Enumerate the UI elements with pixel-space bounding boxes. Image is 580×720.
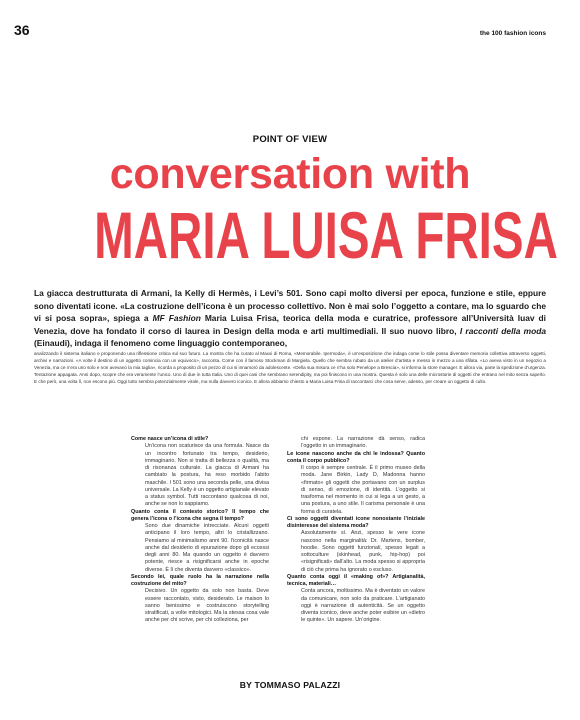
question: Quanto conta il contesto storico? Il tempo che genera l’icona o l’icona che segna il tempo? — [131, 508, 269, 522]
lead-text-1: La giacca destrutturata di Armani, la Kelly di Hermès, i Levi’s 501. Sono capi molto diversi per epoca, funzione e stile, eppure sono diventati icone. «La costruzione dell’icona è un processo collettivo. Non è mai solo l’oggetto a contare, ma lo sguardo che vi si posa sopra», spiega a — [34, 288, 546, 324]
lead-text-3: (Einaudi), indaga il fenomeno come linguaggio contemporaneo, — [34, 338, 288, 349]
question: Le icone nascono anche da chi le indossa? Quanto conta il corpo pubblico? — [287, 450, 425, 464]
answer: Un’icona non scaturisce da una formula. Nasce da un incontro fortunato tra tempo, desiderio, immaginario. Non si tratta di bellezza o qualità, ma di risonanza culturale. La giacca di Armani ha cambiato la postura, ha reso morbido l’abito maschile. I 501 sono una seconda pelle, una divisa universale. La Kelly è un oggetto artigianale elevato a status symbol. Tutti raccontano qualcosa di noi, anche se non lo sappiamo. — [145, 443, 269, 508]
answer: Sono due dinamiche intrecciate. Alcuni oggetti anticipano il loro tempo, altri lo cristallizzano. Pensiamo al minimalismo anni 90. l’iconicità nasce anche dal desiderio di epurazione dopo gli eccessi degli anni 80. Ma quando un oggetto è davvero potente, riesce a risignificarsi anche in epoche diverse. È lì che diventa davvero «classico». — [145, 523, 269, 573]
page-number: 36 — [14, 22, 30, 38]
question: Come nasce un’icona di stile? — [131, 436, 209, 442]
answer: Decisivo. Un oggetto da solo non basta. Deve essere raccontato, visto, desiderato. Le maison lo sanno benissimo e costruiscono storytelling stratificati, a volte mitologici. Ma la stessa cosa vale anche per chi scrive, per chi colleziona, per — [145, 588, 269, 624]
question: Ci sono oggetti diventati icone nonostante l’iniziale disinteresse del sistema moda? — [287, 515, 425, 529]
headline-top: conversation with — [109, 150, 471, 198]
running-title: the 100 fashion icons — [479, 30, 546, 37]
lead-paragraph — [34, 287, 546, 350]
headline-name: MARIA LUISA FRISA — [94, 198, 558, 272]
byline: BY TOMMASO PALAZZI — [239, 680, 341, 690]
answer: Conta ancora, moltissimo. Ma è diventato un valore da comunicare, non solo da praticare. L’artigianato oggi è narrazione di autenticità. Se un oggetto diventa iconico, deve anche poter esibire un «dietro le quinte». Un sapere. Un’origine. — [301, 588, 425, 624]
answer: Il corpo è sempre centrale. È il primo museo della moda. Jane Birkin, Lady D, Madonna hanno «firmato» gli oggetti che portavano con un surplus di senso, di emozione, di identità. L’oggetto si trasforma nel momento in cui si lega a un gesto, a una postura, a uno stile. Il carisma personale è una forma di curatela. — [301, 465, 425, 515]
book-title: I racconti della moda — [459, 325, 547, 336]
intro-paragraph: analizzando il sistema italiano e proponendo una riflessione critica sul suo futuro. La mostra che ha curato al Maxxi di Roma, «Memorabile. Ipermoda», è un’esposizione che indaga come lo stile possa diventare memoria collettiva attraverso oggetti, archivi e narrazioni. «A volte il destino di un oggetto comincia con un equivoco», racconta. Come con il famoso Stockman di Margiela. Quello che sembra rubato da un atelier d’artista e messo in mezzo a una sfilata. «Lo aveva visto in un negozio a Venezia, ma ce n’era uno solo e non avevano la mia taglia», ricorda a proposito di un pezzo di cui si innamorò da adolescente. «Della sua misura ce n’ha solo Penelope a Brescia», si informa la store manager. E allora via, parte la spedizione d’urgenza. Tentazione appagata. Anni dopo, scopre che era veramente l’unico. Uno di due in tutta Italia. Uno di quei casi che sembrano serendipity, ma poi finiscono in una mostra. Questa è solo una delle microstorie di oggetti che entrano nel mito senza saperlo. E che però, una volta lì, non escono più. Oggi tutto sembra potenzialmente virale, ma nulla davvero iconico. E allora abbiamo chiesto a Maria Luisa Frisa di raccontarci che cosa serve, adesso, per creare un oggetto di culto. — [34, 351, 546, 385]
answer-continued: chi espone. La narrazione dà senso, radica l’oggetto in un immaginario. — [301, 436, 425, 450]
answer: Assolutamente sì. Anzi, spesso le vere icone nascono nella marginalità: Dr. Martens, bomber, hoodie. Sono oggetti funzionali, spesso legati a sottoculture (skinhead, punk, hip-hop) poi «risignificati» dall’alto. La moda spesso si appropria di ciò che prima ha ignorato o escluso. — [301, 530, 425, 573]
qa-column-left — [131, 436, 269, 625]
mf-fashion-title: MF Fashion — [152, 313, 201, 324]
question: Quanto conta oggi il «making of»? Artigianalità, tecnica, materiali… — [287, 573, 425, 587]
kicker: POINT OF VIEW — [252, 134, 328, 145]
lead-text-2: Maria Luisa Frisa, teorica della moda e curatrice, professore all’Università Iuav di Venezia, dove ha fondato il corso di laurea in Design della moda e arti multimediali. Il suo nuovo libro, — [34, 313, 546, 336]
qa-column-right — [287, 436, 425, 625]
question: Secondo lei, quale ruolo ha la narrazione nella costruzione del mito? — [131, 573, 269, 587]
